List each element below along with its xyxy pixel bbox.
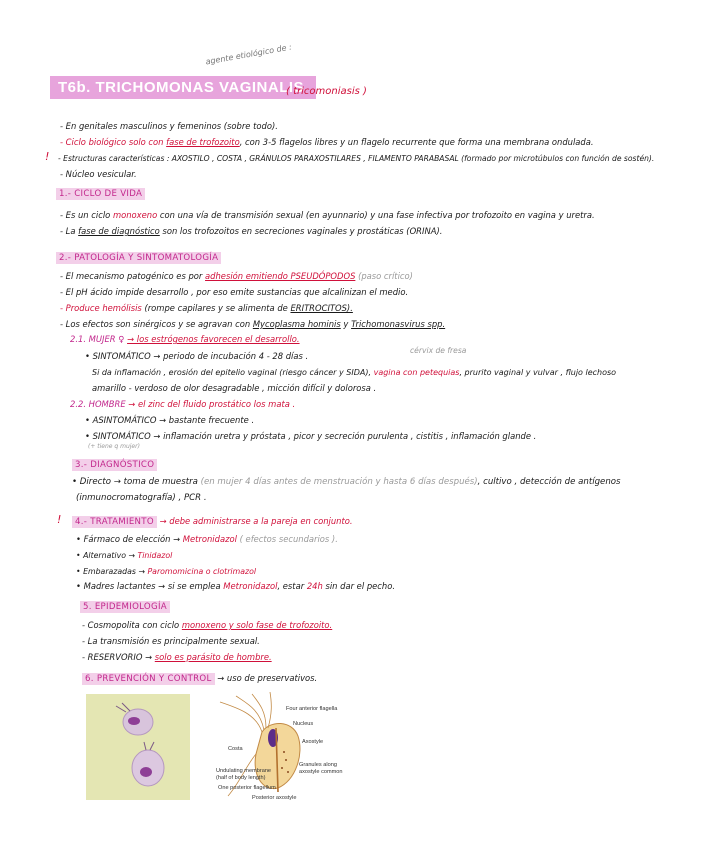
page-title: T6b. TRICHOMONAS VAGINALIS <box>50 76 316 99</box>
s2-d4: Trichomonasvirus spp. <box>351 319 446 329</box>
s4-g2: Tinidazol <box>137 551 173 560</box>
s4-i2: Metronidazol <box>223 581 278 591</box>
s4-line-h <box>76 566 256 577</box>
s4-f1: • Fármaco de elección → <box>76 534 181 544</box>
s4-i4: 24h <box>306 581 323 591</box>
s2-d1: - Los efectos son sinérgicos y se agravan con <box>60 319 251 329</box>
warning-mark-2: ! <box>57 513 62 526</box>
s1-line-b <box>60 226 442 237</box>
s2-sym-4-note: (+ tiene q mujer) <box>88 443 140 450</box>
s3-line-a <box>72 477 621 488</box>
s2-a2: adhesión emitiendo PSEUDÓPODOS <box>205 271 356 281</box>
s2-d2: Mycoplasma hominis <box>252 319 341 329</box>
s3-a1: • Directo → toma de muestra <box>72 477 198 487</box>
s1-a2: monoxeno <box>112 210 158 220</box>
s2-line-c <box>60 303 353 314</box>
s2-line-b: - El pH ácido impide desarrollo , por eso emite sustancias que alcalinizan el medio. <box>60 287 409 297</box>
section-6-title: 6. PREVENCIÓN Y CONTROL <box>82 673 215 685</box>
label-posterior-flagellum: One posterior flagellum <box>218 785 276 791</box>
s5-a2: monoxeno y solo fase de trofozoito. <box>181 620 333 630</box>
s5-line-c <box>82 652 272 663</box>
label-granules-1: Granules along <box>299 762 337 768</box>
section-2-title: 2.- PATOLOGÍA Y SINTOMATOLOGÍA <box>56 252 221 264</box>
s2-sym1b: → periodo de incubación 4 - 28 días . <box>153 351 309 361</box>
s2-line-a <box>60 271 413 282</box>
s4-i3: , estar <box>277 581 305 591</box>
s5-a1: - Cosmopolita con ciclo <box>82 620 180 630</box>
intro-line-4: - Núcleo vesicular. <box>60 169 137 179</box>
s2-a1: - El mecanismo patogénico es por <box>60 271 203 281</box>
cervix-note: cérvix de fresa <box>410 346 467 355</box>
s1-line-a <box>60 210 595 221</box>
s3-a2: (en mujer 4 días antes de menstruación y hasta 6 días después) <box>200 477 478 487</box>
s5-c1: - RESERVORIO → <box>82 652 153 662</box>
s2-men <box>70 399 295 410</box>
s4-g1: • Alternativo → <box>76 551 135 560</box>
s1-b3: son los trofozoitos en secreciones vaginales y prostáticas (ORINA). <box>162 226 443 236</box>
etiology-note: agente etiológico de : <box>204 42 293 67</box>
s5-line-a <box>82 620 332 631</box>
s2-women <box>70 334 300 345</box>
s4-arrow: → debe administrarse a la pareja en conjunto. <box>159 516 353 526</box>
intro-line-2a: - Ciclo biológico solo con <box>60 137 164 147</box>
label-flagella: Four anterior flagella <box>286 706 338 712</box>
s6-line <box>82 673 317 685</box>
warning-mark: ! <box>45 150 50 163</box>
intro-line-1: - En genitales masculinos y femeninos (sobre todo). <box>60 121 278 131</box>
s2-c3: ERITROCITOS). <box>290 303 353 313</box>
s2-d3: y <box>343 319 349 329</box>
s2-sym-3: amarillo - verdoso de olor desagradable , micción difícil y dolorosa . <box>92 383 377 393</box>
s4-i5: sin dar el pecho. <box>325 581 395 591</box>
s4-line-f <box>76 534 338 545</box>
label-granules-2: axostyle common <box>299 769 343 775</box>
micrograph <box>86 694 190 800</box>
s2-a3: (paso crítico) <box>358 271 413 281</box>
section-3-title: 3.- DIAGNÓSTICO <box>72 459 157 471</box>
s4-line-g <box>76 550 172 561</box>
s2-sym-1 <box>85 351 308 362</box>
s5-line-b: - La transmisión es principalmente sexual. <box>82 636 260 646</box>
intro-line-3: - Estructuras características : AXOSTILO , COSTA , GRÁNULOS PARAXOSTILARES , FILAMENTO PARABASAL (formado por microtúbulos con función de sostén). <box>58 154 655 163</box>
s1-a3: con una vía de transmisión sexual (en ayunnario) y una fase infectiva por trofozoito en vagina y uretra. <box>159 210 595 220</box>
intro-line-2 <box>60 137 594 148</box>
label-membrane-2: (half of body length) <box>216 775 266 781</box>
s2-sym-4: • SINTOMÁTICO → inflamación uretra y próstata , picor y secreción purulenta , cistitis , inflamación glande . <box>85 431 537 441</box>
label-nucleus: Nucleus <box>293 721 314 727</box>
s2-c1: - Produce hemólisis <box>60 303 142 313</box>
s2-men-label: 2.2. HOMBRE <box>70 399 126 409</box>
s1-b2: fase de diagnóstico <box>78 226 160 236</box>
s6-text: → uso de preservativos. <box>217 673 318 683</box>
label-costa: Costa <box>228 746 243 752</box>
s1-a1: - Es un ciclo <box>60 210 111 220</box>
s4-f3: ( efectos secundarios ). <box>239 534 338 544</box>
s2-sym2b: vagina con petequias <box>373 368 460 377</box>
s4-h1: • Embarazadas → <box>76 567 145 576</box>
s2-sym-2 <box>92 367 616 378</box>
s2-men-text: → el zinc del fluido prostático los mata . <box>128 399 296 409</box>
s2-sym2c: , prurito vaginal y vulvar , flujo lechoso <box>459 368 617 377</box>
s2-line-d <box>60 319 445 330</box>
s4-h2: Paromomicina o clotrimazol <box>147 567 257 576</box>
s2-women-text: → los estrógenos favorecen el desarrollo. <box>127 334 300 344</box>
s2-sym2a: Si da inflamación , erosión del epitelio vaginal (riesgo cáncer y SIDA), <box>92 368 372 377</box>
s2-women-label: 2.1. MUJER ♀ <box>70 334 125 344</box>
s2-c2: (rompe capilares y se alimenta de <box>144 303 288 313</box>
intro-trophozoite: fase de trofozoito <box>166 137 240 147</box>
s1-b1: - La <box>60 226 76 236</box>
s4-i1: • Madres lactantes → si se emplea <box>76 581 221 591</box>
label-membrane-1: Undulating membrane <box>216 768 272 774</box>
label-axostyle: Axostyle <box>302 739 324 745</box>
s4-line-i <box>76 581 395 592</box>
s2-asym: • ASINTOMÁTICO → bastante frecuente . <box>85 415 255 425</box>
disease-name: ( tricomoniasis ) <box>286 86 367 97</box>
section-1-title: 1.- CICLO DE VIDA <box>56 188 145 200</box>
section-4-title: 4.- TRATAMIENTO <box>72 516 157 528</box>
section-5-title: 5. EPIDEMIOLOGÍA <box>80 601 170 613</box>
s3-line-b: (inmunocromatografía) , PCR . <box>76 493 207 503</box>
micrograph-cells <box>86 694 190 800</box>
s3-a3: , cultivo , detección de antígenos <box>477 477 621 487</box>
s4-header <box>72 516 353 528</box>
s4-f2: Metronidazol <box>182 534 237 544</box>
s5-c2: solo es parásito de hombre. <box>154 652 272 662</box>
intro-line-2c: , con 3-5 flagelos libres y un flagelo recurrente que forma una membrana ondulada. <box>239 137 594 147</box>
s2-sym1a: • SINTOMÁTICO <box>85 351 151 361</box>
label-posterior-axostyle: Posterior axostyle <box>252 795 297 801</box>
